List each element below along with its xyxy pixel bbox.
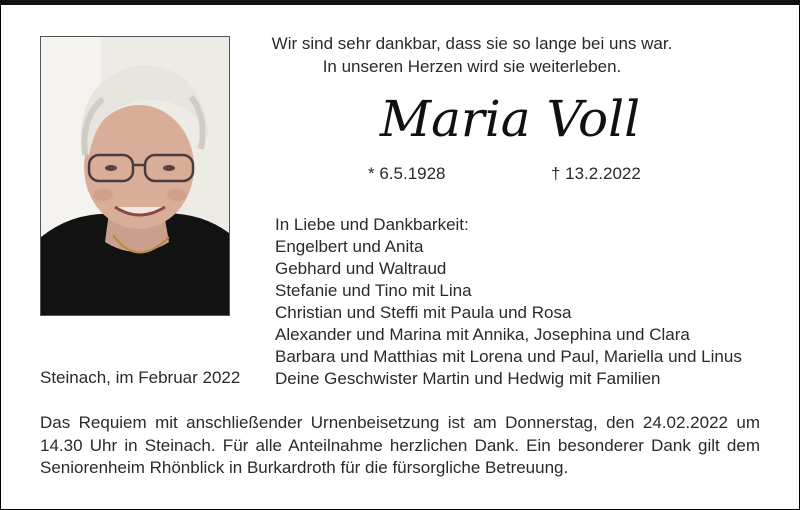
birth-date: * 6.5.1928 [368,164,446,183]
mourner-line: Barbara und Matthias mit Lorena und Paul, Mariella und Linus [275,347,742,366]
mourner-line: Deine Geschwister Martin und Hedwig mit Familien [275,369,661,388]
death-date: † 13.2.2022 [551,164,641,183]
mourner-line: Alexander und Marina mit Annika, Josephina und Clara [275,325,690,344]
memorial-quote [262,32,682,78]
service-notice: Das Requiem mit anschließender Urnenbeisetzung ist am Donnerstag, den 24.02.2022 um 14.30 Uhr in Steinach. Für alle Anteilnahme herzlichen Dank. Ein besonderer Dank gilt dem Seniorenheim Rhönblick in Burkardroth für die fürsorgliche Betreuung. [40,413,760,477]
mourners-heading: In Liebe und Dankbarkeit: [275,215,469,234]
deceased-name-text: Maria Voll [379,90,641,148]
mourners-list [275,214,775,390]
mourner-line: Stefanie und Tino mit Lina [275,281,472,300]
mourner-line: Christian und Steffi mit Paula und Rosa [275,303,572,322]
deceased-name [340,88,680,152]
quote-line-1: Wir sind sehr dankbar, dass sie so lange bei uns war. [271,34,673,53]
place-and-date: Steinach, im Februar 2022 [40,368,241,387]
portrait-photo [40,36,230,316]
quote-line-2: In unseren Herzen wird sie weiterleben. [322,57,622,76]
mourner-line: Engelbert und Anita [275,237,424,256]
mourner-line: Gebhard und Waltraud [275,259,447,278]
top-border [0,0,800,5]
